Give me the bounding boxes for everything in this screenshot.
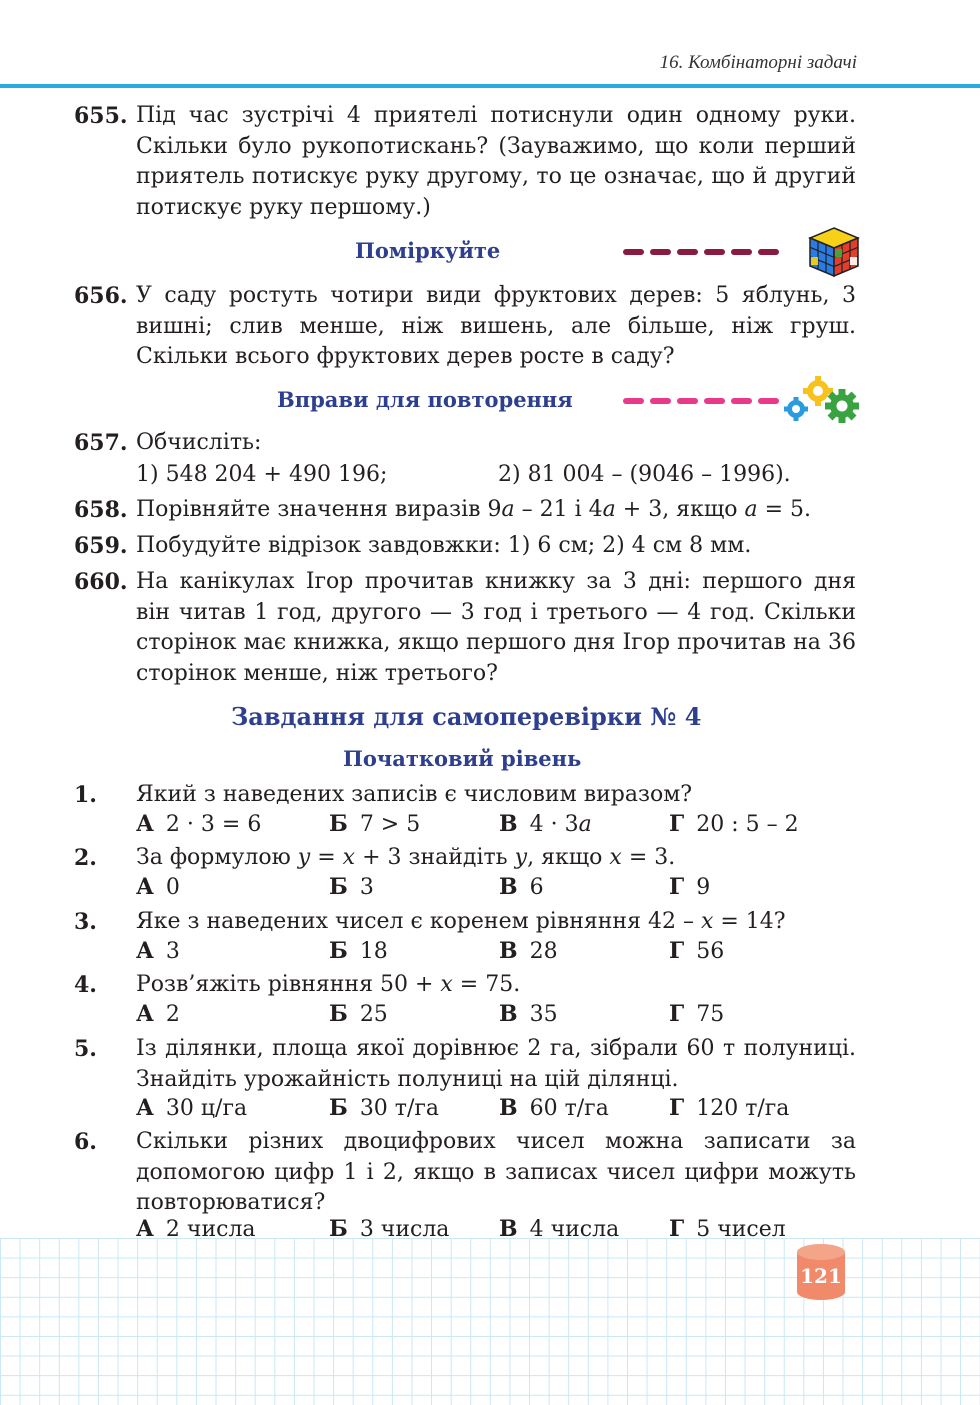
task-text [136, 428, 856, 490]
gears-icon [780, 376, 862, 426]
question-text: Із ділянки, площа якої дорівнює 2 га, зібрали 60 т полуниці. Знайдіть урожайність полуниці на цій ділянці. [136, 1036, 856, 1092]
rubiks-cube-icon [808, 226, 860, 278]
task-number: 660. [74, 569, 128, 595]
option-b[interactable]: Б 30 т/га [329, 1095, 440, 1121]
option-b[interactable]: Б 3 числа [329, 1216, 450, 1242]
option-v[interactable]: В 28 [499, 938, 558, 964]
question-3 [74, 907, 856, 938]
task-instruction: Обчисліть: [136, 430, 262, 455]
task-number: 659. [74, 533, 128, 559]
question-number: 3. [74, 909, 97, 935]
option-a[interactable]: А 0 [136, 874, 180, 900]
option-a[interactable]: А 2 [136, 1001, 180, 1027]
selfcheck-title: Завдання для самоперевірки № 4 [231, 702, 702, 731]
option-a[interactable]: А 30 ц/га [136, 1095, 248, 1121]
question-4-options [136, 999, 856, 1029]
question-text: Розв’яжіть рівняння 50 + x = 75. [136, 972, 521, 997]
option-g[interactable]: Г 5 чисел [669, 1216, 786, 1242]
page-number-badge [797, 1244, 845, 1300]
option-g[interactable]: Г 75 [669, 1001, 725, 1027]
option-g[interactable]: Г 120 т/га [669, 1095, 790, 1121]
task-number: 656. [74, 283, 128, 309]
option-v[interactable]: В 4 · 3a [499, 811, 592, 837]
option-a[interactable]: А 3 [136, 938, 180, 964]
question-number: 5. [74, 1036, 97, 1062]
review-heading: Вправи для повторення [277, 387, 573, 412]
question-6 [74, 1127, 856, 1219]
task-part-1: 1) 548 204 + 490 196; [136, 461, 388, 487]
option-a[interactable]: А 2 · 3 = 6 [136, 811, 262, 837]
task-text: У саду ростуть чотири види фруктових дерев: 5 яблунь, 3 вишні; слив менше, ніж вишень, але більше, ніж груш. Скільки всього фруктових дерев росте в саду? [136, 283, 856, 369]
option-v[interactable]: В 4 числа [499, 1216, 620, 1242]
question-1 [74, 780, 856, 811]
question-5 [74, 1034, 856, 1095]
task-657 [74, 428, 856, 490]
task-659 [74, 531, 856, 562]
task-number: 658. [74, 497, 128, 523]
question-text: Яке з наведених чисел є коренем рівняння 42 – x = 14? [136, 909, 786, 934]
question-number: 4. [74, 972, 97, 998]
think-heading: Поміркуйте [355, 238, 501, 263]
question-text: За формулою y = x + 3 знайдіть y, якщо x = 3. [136, 845, 676, 870]
question-4 [74, 970, 856, 1001]
task-number: 655. [74, 103, 128, 129]
question-5-options [136, 1093, 856, 1123]
option-g[interactable]: Г 56 [669, 938, 725, 964]
question-2 [74, 843, 856, 874]
option-g[interactable]: Г 9 [669, 874, 711, 900]
task-text: Побудуйте відрізок завдовжки: 1) 6 см; 2) 4 см 8 мм. [136, 533, 752, 558]
question-number: 6. [74, 1129, 97, 1155]
task-655 [74, 101, 856, 223]
task-text: На канікулах Ігор прочитав книжку за 3 дні: першого дня він читав 1 год, другого — 3 год і третього — 4 год. Скільки сторінок має книжка, якщо першого дня Ігор прочитав на 36 сторінок менше, ніж третього? [136, 569, 856, 686]
review-dashes [623, 398, 779, 404]
task-part-2: 2) 81 004 – (9046 – 1996). [498, 461, 791, 487]
page-number: 121 [800, 1264, 842, 1288]
running-header: 16. Комбінаторні задачі [659, 52, 857, 73]
option-b[interactable]: Б 3 [329, 874, 374, 900]
question-2-options [136, 872, 856, 902]
question-6-options [136, 1214, 856, 1244]
question-text: Скільки різних двоцифрових чисел можна записати за допомогою цифр 1 і 2, якщо в записах чисел цифри можуть повторюватися? [136, 1129, 856, 1215]
option-b[interactable]: Б 25 [329, 1001, 388, 1027]
option-g[interactable]: Г 20 : 5 – 2 [669, 811, 799, 837]
task-number: 657. [74, 430, 128, 456]
task-658 [74, 495, 856, 526]
option-a[interactable]: А 2 числа [136, 1216, 256, 1242]
question-3-options [136, 936, 856, 966]
option-v[interactable]: В 6 [499, 874, 544, 900]
question-1-options [136, 809, 856, 839]
task-656 [74, 281, 856, 373]
option-b[interactable]: Б 18 [329, 938, 388, 964]
task-text: Під час зустрічі 4 приятелі потиснули один одному руки. Скільки було рукопотискань? (Зауважимо, що коли перший приятель потискує руку другому, то це означає, що й другий потискує руку першому.) [136, 103, 856, 220]
question-number: 2. [74, 845, 97, 871]
think-dashes [623, 249, 779, 255]
selfcheck-level: Початковий рівень [343, 746, 582, 771]
task-text: Порівняйте значення виразів 9a – 21 і 4a + 3, якщо a = 5. [136, 497, 812, 522]
option-v[interactable]: В 35 [499, 1001, 558, 1027]
option-v[interactable]: В 60 т/га [499, 1095, 609, 1121]
option-b[interactable]: Б 7 > 5 [329, 811, 421, 837]
task-660 [74, 567, 856, 689]
header-rule [0, 84, 980, 88]
question-number: 1. [74, 782, 97, 808]
question-text: Який з наведених записів є числовим виразом? [136, 782, 693, 807]
